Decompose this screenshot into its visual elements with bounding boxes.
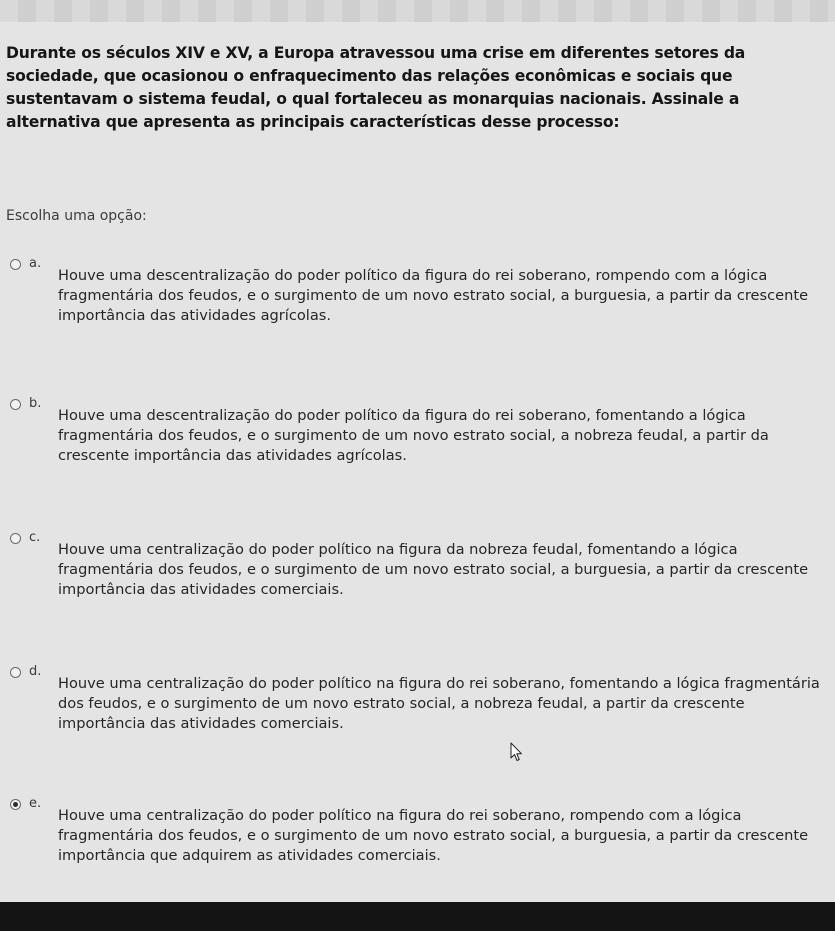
radio-button-b[interactable] bbox=[10, 399, 21, 410]
top-strip bbox=[0, 0, 835, 22]
bottom-bar bbox=[0, 902, 835, 931]
option-text-e[interactable]: Houve uma centralização do poder político na figura do rei soberano, rompendo com a lógica fragmentária dos feudos, e o surgimento de um novo estrato social, a burguesia, a partir da crescente importância que adquirem as atividades comerciais. bbox=[58, 807, 809, 864]
option-text-d[interactable]: Houve uma centralização do poder político na figura do rei soberano, fomentando a lógica fragmentária dos feudos, e o surgimento de um novo estrato social, a nobreza feudal, a partir da crescente importância das atividades comerciais. bbox=[58, 675, 820, 732]
option-letter-a: a. bbox=[29, 256, 42, 271]
option-letter-c: c. bbox=[29, 530, 41, 545]
radio-button-d[interactable] bbox=[10, 667, 21, 678]
radio-button-e[interactable] bbox=[10, 799, 21, 810]
choose-option-prompt: Escolha uma opção: bbox=[6, 208, 147, 224]
radio-button-c[interactable] bbox=[10, 533, 21, 544]
option-letter-e: e. bbox=[29, 796, 42, 811]
option-letter-d: d. bbox=[29, 664, 42, 679]
mouse-pointer-icon bbox=[510, 742, 524, 762]
option-text-c[interactable]: Houve uma centralização do poder político na figura da nobreza feudal, fomentando a lógica fragmentária dos feudos, e o surgimento de um novo estrato social, a burguesia, a partir da crescente importância das atividades comerciais. bbox=[58, 541, 809, 598]
option-text-b[interactable]: Houve uma descentralização do poder político da figura do rei soberano, fomentando a lógica fragmentária dos feudos, e o surgimento de um novo estrato social, a nobreza feudal, a partir da crescente importância das atividades agrícolas. bbox=[58, 407, 769, 464]
question-text: Durante os séculos XIV e XV, a Europa atravessou uma crise em diferentes setores da sociedade, que ocasionou o enfraquecimento das relações econômicas e sociais que sustentavam o sistema feudal, o qual fortaleceu as monarquias nacionais. Assinale a alternativa que apresenta as principais características desse processo: bbox=[6, 44, 746, 131]
option-letter-b: b. bbox=[29, 396, 42, 411]
radio-button-a[interactable] bbox=[10, 259, 21, 270]
option-text-a[interactable]: Houve uma descentralização do poder político da figura do rei soberano, rompendo com a lógica fragmentária dos feudos, e o surgimento de um novo estrato social, a burguesia, a partir da crescente importância das atividades agrícolas. bbox=[58, 267, 809, 324]
